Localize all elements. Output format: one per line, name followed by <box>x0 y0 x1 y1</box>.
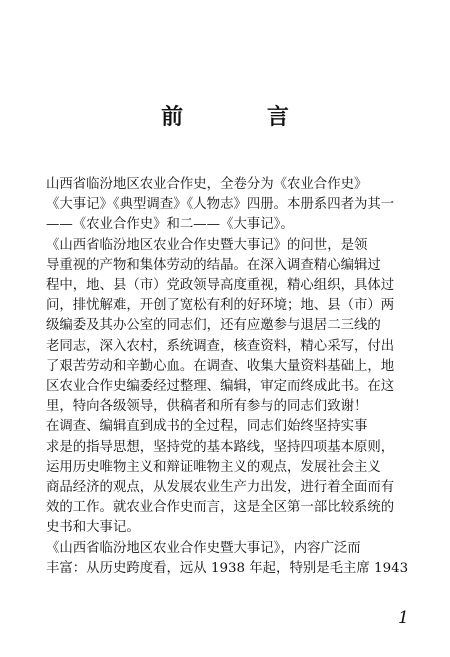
text-line: 《山西省临汾地区农业合作史暨大事记》的问世，是领 <box>46 237 368 253</box>
page-title: 前 言 <box>161 104 327 130</box>
text-line: ——《农业合作史》和二——《大事记》。 <box>46 217 294 233</box>
text-line: 程中，地、县（市）党政领导高度重视，精心组织，具体过 <box>46 278 395 294</box>
text-line: 求是的指导思想，坚持党的基本路线，坚持四项基本原则， <box>46 439 395 455</box>
text-line: 在调查、编辑直到成书的全过程，同志们始终坚持实事 <box>46 419 368 435</box>
text-line: 了艰苦劳动和辛勤心血。在调查、收集大量资料基础上，地 <box>46 358 395 374</box>
text-line: 问，排忧解难，开创了宽松有利的好环境；地、县（市）两 <box>46 298 395 314</box>
text-line: 运用历史唯物主义和辩证唯物主义的观点，发展社会主义 <box>46 459 381 475</box>
text-line: 丰富：从历史跨度看，远从 1938 年起，特别是毛主席 1943 <box>46 560 409 576</box>
text-line: 效的工作。就农业合作史而言，这是全区第一部比较系统的 <box>46 500 395 516</box>
text-line: 里，特向各级领导，供稿者和所有参与的同志们致谢！ <box>46 399 368 415</box>
text-line: 《山西省临汾地区农业合作史暨大事记》，内容广泛而 <box>46 540 361 556</box>
text-line: 商品经济的观点，从发展农业生产力出发，进行着全面而有 <box>46 480 395 496</box>
text-line: 级编委及其办公室的同志们，还有应邀参与退居二三线的 <box>46 318 381 334</box>
page-number: 1 <box>398 608 409 628</box>
text-line: 区农业合作史编委经过整理、编辑，审定而终成此书。在这 <box>46 379 395 395</box>
text-line: 史书和大事记。 <box>46 520 140 536</box>
text-line: 山西省临汾地区农业合作史，全卷分为《农业合作史》 <box>46 177 368 192</box>
preface-body <box>46 175 420 579</box>
text-line: 《大事记》《典型调查》《人物志》四册。本册系四者为其一 <box>46 197 395 213</box>
text-line: 导重视的产物和集体劳动的结晶。在深入调查精心编辑过 <box>46 257 381 273</box>
text-line: 老同志，深入农村，系统调查，核查资料，精心采写，付出 <box>46 338 395 354</box>
